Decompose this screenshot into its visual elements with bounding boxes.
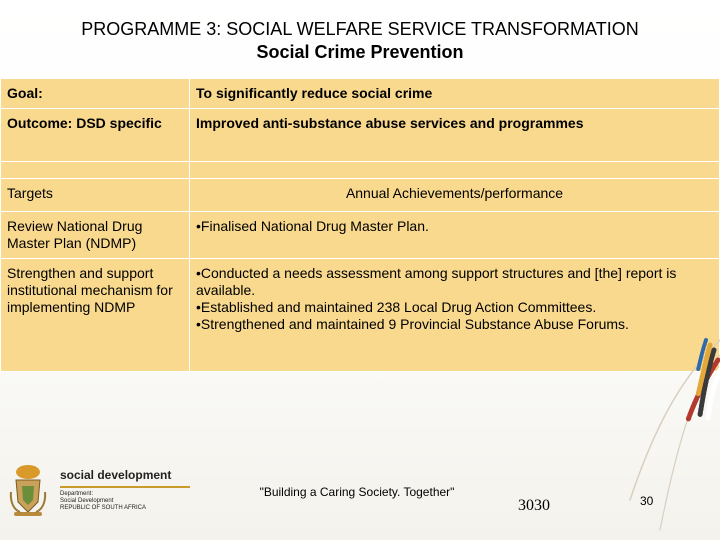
title-line-1: PROGRAMME 3: SOCIAL WELFARE SERVICE TRANSFORMATION xyxy=(81,19,639,39)
achievement-item: •Strengthened and maintained 9 Provincial Substance Abuse Forums. xyxy=(196,316,629,332)
achievement-item: •Finalised National Drug Master Plan. xyxy=(196,218,429,234)
logo-line: Social Development xyxy=(60,498,114,504)
outcome-value: Improved anti-substance abuse services and programmes xyxy=(190,109,720,162)
outcome-row xyxy=(1,109,720,162)
beadwork-decoration xyxy=(610,300,720,540)
spacer-row xyxy=(1,162,720,179)
goal-value: To significantly reduce social crime xyxy=(190,79,720,109)
logo-divider xyxy=(60,486,190,488)
logo-line: REPUBLIC OF SOUTH AFRICA xyxy=(60,505,147,511)
achievements-cell xyxy=(190,212,720,259)
logo-name: social development xyxy=(60,468,172,482)
coat-of-arms-icon xyxy=(8,462,48,520)
header-achievements: Annual Achievements/performance xyxy=(190,179,720,212)
slide-title xyxy=(0,18,720,64)
footer-motto: "Building a Caring Society. Together" xyxy=(259,485,455,499)
spacer-cell xyxy=(1,162,190,179)
header-targets: Targets xyxy=(1,179,190,212)
achievement-item: •Established and maintained 238 Local Drug Action Committees. xyxy=(196,299,597,315)
target-cell: Review National Drug Master Plan (NDMP) xyxy=(1,212,190,259)
outcome-label: Outcome: DSD specific xyxy=(1,109,190,162)
goal-row xyxy=(1,79,720,109)
target-cell: Strengthen and support institutional mechanism for implementing NDMP xyxy=(1,259,190,372)
spacer-cell xyxy=(190,162,720,179)
logo-subtext xyxy=(60,491,146,512)
goal-label: Goal: xyxy=(1,79,190,109)
achievement-item: •Conducted a needs assessment among support structures and [the] report is available. xyxy=(196,265,677,298)
footer-code: 3030 xyxy=(518,497,550,514)
table-row xyxy=(1,212,720,259)
page-number: 30 xyxy=(640,494,654,508)
table-header-row xyxy=(1,179,720,212)
title-line-2: Social Crime Prevention xyxy=(256,42,464,62)
logo-line: Department: xyxy=(60,491,94,497)
department-logo xyxy=(8,462,198,522)
